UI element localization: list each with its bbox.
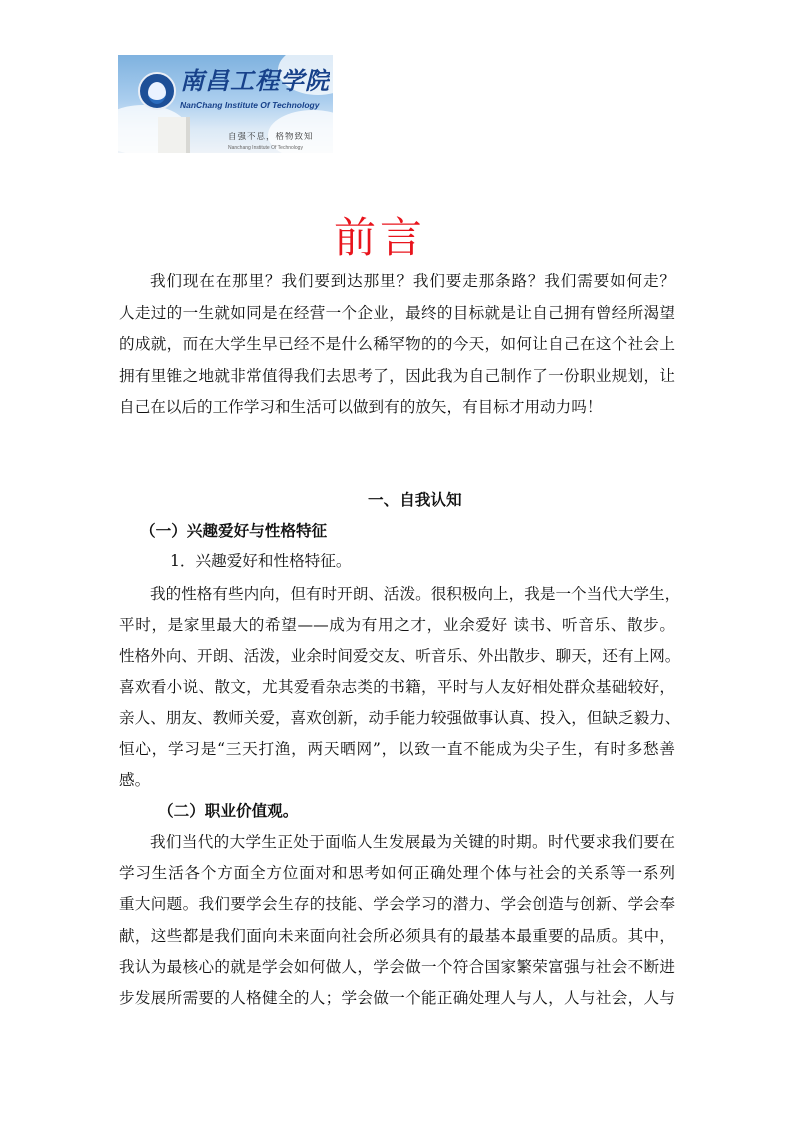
item-heading: 1．兴趣爱好和性格特征。 (170, 552, 352, 570)
paragraph-line: 献，这些都是我们面向未来面向社会所必须具有的最基本最重要的品质。其中， (119, 926, 675, 945)
paragraph-line: 拥有里锥之地就非常值得我们去思考了，因此我为自己制作了一份职业规划，让 (119, 366, 675, 385)
logo-motto-en: Nanchang Institute Of Technology (228, 145, 303, 151)
subsection-heading: （一）兴趣爱好与性格特征 (140, 522, 328, 540)
paragraph-line: 喜欢看小说、散文，尤其爱看杂志类的书籍，平时与人友好相处群众基础较好， (119, 678, 675, 696)
paragraph-line: 我们现在在那里？我们要到达那里？我们要走那条路？我们需要如何走？ (150, 272, 675, 290)
paragraph-line: 步发展所需要的人格健全的人；学会做一个能正确处理人与人，人与社会，人与 (119, 989, 675, 1007)
paragraph-line: 感。 (119, 771, 151, 789)
logo-name-cn: 南昌工程学院 (180, 67, 330, 95)
paragraph-line: 亲人、朋友、教师关爱，喜欢创新，动手能力较强做事认真、投入，但缺乏毅力、 (119, 709, 681, 727)
paragraph-line: 我的性格有些内向，但有时开朗、活泼。很积极向上，我是一个当代大学生， (150, 585, 681, 603)
paragraph-line: 我认为最核心的就是学会如何做人，学会做一个符合国家繁荣富强与社会不断进 (119, 957, 675, 976)
section-heading: 一、自我认知 (368, 491, 462, 509)
school-emblem-icon (138, 72, 176, 110)
logo-name-en: NanChang Institute Of Technology (180, 100, 320, 110)
paragraph-line: 重大问题。我们要学会生存的技能、学会学习的潜力、学会创造与创新、学会奉 (119, 895, 675, 914)
paragraph-line: 平时，是家里最大的希望——成为有用之才，业余爱好 读书、听音乐、散步。 (119, 616, 675, 634)
paragraph-line: 自己在以后的工作学习和生活可以做到有的放矢，有目标才用动力吗！ (119, 398, 603, 416)
paragraph-line: 我们当代的大学生正处于面临人生发展最为关键的时期。时代要求我们要在 (150, 833, 675, 851)
paragraph-line: 人走过的一生就如同是在经营一个企业，最终的目标就是让自己拥有曾经所渴望 (119, 303, 675, 322)
logo-motto: 自强不息，格物致知 (228, 132, 314, 142)
paragraph-line: 的成就，而在大学生早已经不是什么稀罕物的的今天，如何让自己在这个社会上 (119, 335, 675, 353)
paragraph-line: 性格外向、开朗、活泼，业余时间爱交友、听音乐、外出散步、聊天，还有上网。 (119, 647, 681, 665)
paragraph-line: 恒心，学习是“三天打渔，两天晒网”，以致一直不能成为尖子生，有时多愁善 (119, 740, 675, 758)
subsection-heading: （二）职业价值观。 (158, 802, 299, 820)
paragraph-line: 学习生活各个方面全方位面对和思考如何正确处理个体与社会的关系等一系列 (119, 864, 675, 883)
page-title: 前言 (333, 213, 426, 262)
school-logo-banner (118, 55, 333, 153)
